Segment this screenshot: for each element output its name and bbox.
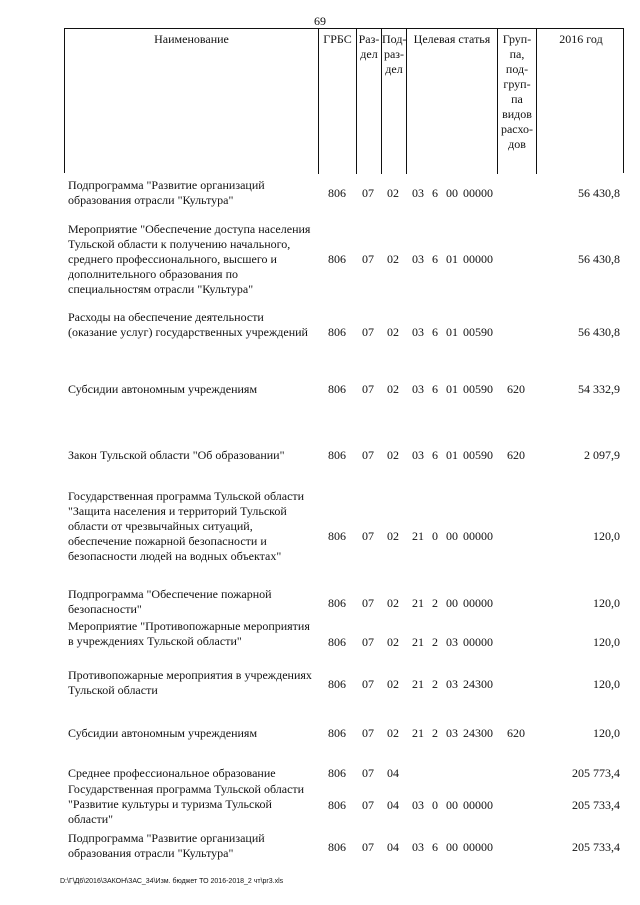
row-cs-direction: 24300 <box>463 677 493 691</box>
row-cs-direction: 24300 <box>463 726 493 740</box>
header-year: 2016 год <box>559 32 603 46</box>
row-cs-direction: 00000 <box>463 186 493 200</box>
row-podrazdel: 02 <box>387 677 399 691</box>
row-cs-event: 00 <box>446 840 458 854</box>
row-amount: 56 430,8 <box>578 252 620 266</box>
row-cs-program: 21 <box>412 635 424 649</box>
row-cs-program: 03 <box>412 448 424 462</box>
row-podrazdel: 02 <box>387 726 399 740</box>
row-name: Мероприятие "Обеспечение доступа населения Тульской области к получению начального, среднего профессионального, высшего и дополнительного образования по специальностям отрасли "Культура" <box>68 222 311 296</box>
row-cs-event: 00 <box>446 798 458 812</box>
row-razdel: 07 <box>362 766 374 780</box>
row-razdel: 07 <box>362 252 374 266</box>
row-cs-event: 00 <box>446 186 458 200</box>
row-amount: 205 733,4 <box>572 840 620 854</box>
row-podrazdel: 02 <box>387 186 399 200</box>
row-grbs: 806 <box>328 186 346 200</box>
row-cs-event: 03 <box>446 677 458 691</box>
row-grbs: 806 <box>328 798 346 812</box>
row-grbs: 806 <box>328 596 346 610</box>
row-razdel: 07 <box>362 635 374 649</box>
row-cs-subprogram: 0 <box>432 798 438 812</box>
row-vid: 620 <box>507 448 525 462</box>
row-razdel: 07 <box>362 840 374 854</box>
row-cs-direction: 00590 <box>463 448 493 462</box>
row-razdel: 07 <box>362 448 374 462</box>
row-vid: 620 <box>507 726 525 740</box>
row-cs-program: 03 <box>412 325 424 339</box>
row-cs-event: 01 <box>446 325 458 339</box>
row-cs-program: 21 <box>412 596 424 610</box>
row-cs-direction: 00000 <box>463 529 493 543</box>
row-cs-program: 21 <box>412 726 424 740</box>
row-podrazdel: 04 <box>387 766 399 780</box>
row-amount: 120,0 <box>593 596 620 610</box>
row-grbs: 806 <box>328 840 346 854</box>
row-grbs: 806 <box>328 382 346 396</box>
row-name: Расходы на обеспечение деятельности (оказание услуг) государственных учреждений <box>68 310 308 339</box>
row-amount: 120,0 <box>593 529 620 543</box>
row-podrazdel: 02 <box>387 529 399 543</box>
row-name: Мероприятие "Противопожарные мероприятия в учреждениях Тульской области" <box>68 619 310 648</box>
row-name: Противопожарные мероприятия в учреждениях Тульской области <box>68 668 312 697</box>
row-cs-subprogram: 6 <box>432 186 438 200</box>
row-podrazdel: 02 <box>387 596 399 610</box>
row-vid: 620 <box>507 382 525 396</box>
row-name: Подпрограмма "Развитие организаций образования отрасли "Культура" <box>68 178 265 207</box>
row-amount: 120,0 <box>593 726 620 740</box>
row-cs-direction: 00000 <box>463 798 493 812</box>
row-razdel: 07 <box>362 186 374 200</box>
row-cs-event: 01 <box>446 448 458 462</box>
row-cs-direction: 00000 <box>463 252 493 266</box>
file-path-footer: D:\Г\Д6\2016\ЗАКОН\ЗАС_34\Изм. бюджет ТО 2016-2018_2 чт\pr3.xls <box>60 878 284 885</box>
row-grbs: 806 <box>328 252 346 266</box>
row-amount: 54 332,9 <box>578 382 620 396</box>
row-podrazdel: 02 <box>387 252 399 266</box>
row-razdel: 07 <box>362 677 374 691</box>
row-cs-subprogram: 2 <box>432 726 438 740</box>
row-cs-event: 03 <box>446 726 458 740</box>
row-name: Государственная программа Тульской области "Защита населения и территорий Тульской области от чрезвычайных ситуаций, обеспечение пожарной безопасности и безопасности людей на водных объектах" <box>68 489 305 563</box>
header-grbs: ГРБС <box>319 29 357 174</box>
row-amount: 2 097,9 <box>584 448 620 462</box>
row-grbs: 806 <box>328 677 346 691</box>
row-razdel: 07 <box>362 382 374 396</box>
row-grbs: 806 <box>328 635 346 649</box>
row-razdel: 07 <box>362 798 374 812</box>
header-razdel: Раз- дел <box>357 29 382 174</box>
table-header <box>64 28 624 173</box>
row-cs-event: 00 <box>446 529 458 543</box>
row-amount: 120,0 <box>593 635 620 649</box>
row-cs-subprogram: 6 <box>432 252 438 266</box>
row-name: Субсидии автономным учреждениям <box>68 382 258 396</box>
row-cs-direction: 00000 <box>463 840 493 854</box>
row-cs-subprogram: 6 <box>432 448 438 462</box>
row-name: Субсидии автономным учреждениям <box>68 726 258 740</box>
header-podrazdel: Под- раз- дел <box>382 29 407 174</box>
row-razdel: 07 <box>362 596 374 610</box>
row-cs-program: 03 <box>412 840 424 854</box>
row-cs-subprogram: 6 <box>432 840 438 854</box>
row-podrazdel: 02 <box>387 448 399 462</box>
row-amount: 205 733,4 <box>572 798 620 812</box>
row-cs-event: 00 <box>446 596 458 610</box>
row-podrazdel: 02 <box>387 635 399 649</box>
row-cs-program: 03 <box>412 382 424 396</box>
row-cs-event: 01 <box>446 252 458 266</box>
row-amount: 56 430,8 <box>578 325 620 339</box>
row-name: Закон Тульской области "Об образовании" <box>68 448 285 462</box>
row-name: Среднее профессиональное образование <box>68 766 276 780</box>
header-name: Наименование <box>65 29 319 174</box>
row-razdel: 07 <box>362 325 374 339</box>
row-podrazdel: 02 <box>387 325 399 339</box>
row-cs-direction: 00000 <box>463 635 493 649</box>
row-cs-event: 03 <box>446 635 458 649</box>
row-cs-subprogram: 6 <box>432 325 438 339</box>
row-name: Государственная программа Тульской области "Развитие культуры и туризма Тульской области" <box>68 782 305 826</box>
row-grbs: 806 <box>328 726 346 740</box>
row-razdel: 07 <box>362 529 374 543</box>
row-cs-program: 03 <box>412 798 424 812</box>
row-name: Подпрограмма "Развитие организаций образования отрасли "Культура" <box>68 831 265 860</box>
row-cs-event: 01 <box>446 382 458 396</box>
row-amount: 56 430,8 <box>578 186 620 200</box>
row-grbs: 806 <box>328 529 346 543</box>
row-name: Подпрограмма "Обеспечение пожарной безопасности" <box>68 587 272 616</box>
header-cel-statya: Целевая статья <box>407 29 498 174</box>
row-razdel: 07 <box>362 726 374 740</box>
row-grbs: 806 <box>328 448 346 462</box>
row-cs-subprogram: 0 <box>432 529 438 543</box>
row-cs-subprogram: 2 <box>432 677 438 691</box>
row-cs-program: 03 <box>412 186 424 200</box>
row-cs-subprogram: 6 <box>432 382 438 396</box>
row-cs-program: 21 <box>412 529 424 543</box>
row-grbs: 806 <box>328 766 346 780</box>
row-podrazdel: 04 <box>387 840 399 854</box>
row-amount: 205 773,4 <box>572 766 620 780</box>
row-cs-direction: 00590 <box>463 382 493 396</box>
row-cs-subprogram: 2 <box>432 635 438 649</box>
row-podrazdel: 02 <box>387 382 399 396</box>
header-vid-rashodov: Груп- па, под- груп- па видов расхо- дов <box>498 29 537 174</box>
row-podrazdel: 04 <box>387 798 399 812</box>
row-grbs: 806 <box>328 325 346 339</box>
row-cs-direction: 00000 <box>463 596 493 610</box>
row-cs-direction: 00590 <box>463 325 493 339</box>
row-cs-subprogram: 2 <box>432 596 438 610</box>
row-cs-program: 03 <box>412 252 424 266</box>
page-number: 69 <box>314 14 326 28</box>
row-amount: 120,0 <box>593 677 620 691</box>
row-cs-program: 21 <box>412 677 424 691</box>
